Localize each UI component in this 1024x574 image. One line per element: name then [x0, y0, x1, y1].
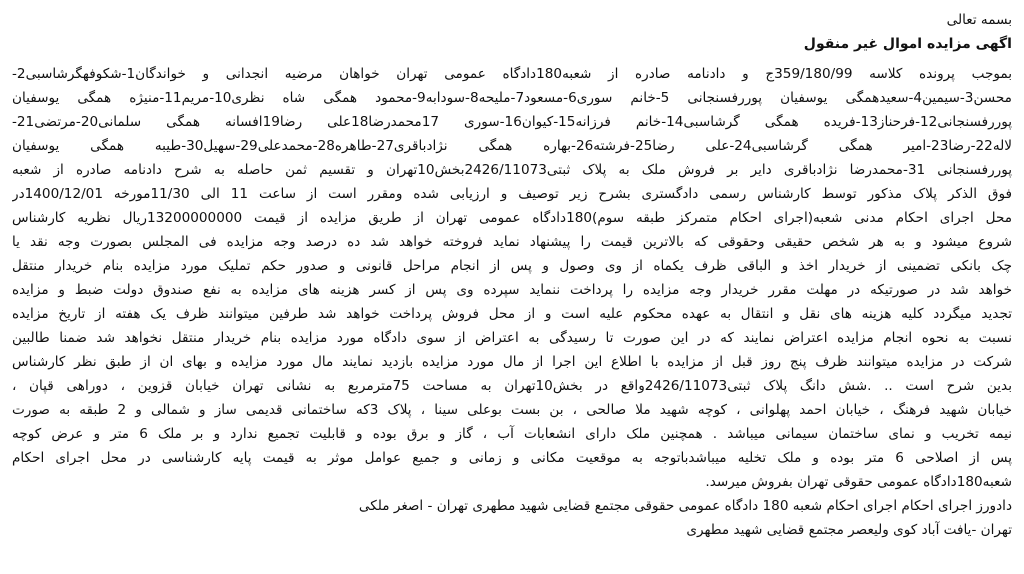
body-line: بدین شرح است .. .شش دانگ پلاک ثبتی2426/11073واقع در بخش10تهران به مساحت 75مترمربع به نشانی تهران خیابان قزوین ، دوراهی قپان ،: [12, 378, 1012, 394]
body-line: شعبه180دادگاه عمومی حقوقی تهران بفروش میرسد.: [705, 474, 1012, 490]
body-line: لاله22-رضا23-امیر همگی گرشاسبی24-علی رضا25-فرشته26-بهاره همگی نژادباقری27-طاهره28-محمدعلی29-سهیل30-طیبه همگی یوسفیان: [12, 138, 1012, 154]
body-line: فوق الذکر پلاک مذکور توسط کارشناس رسمی دادگستری بشرح زیر توصیف و ارزیابی شده ومقرر است از ساعت 11 الی 11/30مورخه 1400/12/01در: [12, 186, 1012, 202]
body-line: نیمه تخریب و نمای ساختمان سیمانی میباشد . همچنین ملک دارای انشعابات آب ، گاز و برق بوده و قابلیت تجمیع ندارد و بر ملک 6 متر و عرض کوچه: [12, 426, 1012, 442]
body-line: چک بانکی تضمینی از خریدار اخذ و الباقی ظرف یکماه از وی وصول و پس از انجام مراحل قانونی و صدور حکم تملیک مورد مزایده بنام خریدار منتقل: [12, 258, 1012, 274]
signature-line: دادورز اجرای احکام اجرای احکام شعبه 180 دادگاه عمومی حقوقی مجتمع قضایی شهید مطهری تهران - اصغر ملکی: [358, 498, 1012, 514]
body-line: پوررفسنجانی12-فرحناز13-فریده همگی گرشاسبی14-خانم فرزانه15-کیوان16-سوری 17محمدرضا18علی رضا19افسانه همگی سلمانی20-مرتضی21-: [12, 114, 1012, 130]
body-line: خواهد شد در صورتیکه در مهلت مقرر خریدار وجه مزایده را پرداخت ننماید سپرده وی پس از کسر هزینه های مزایده به نفع صندوق دولت ضبط و مزایده: [12, 282, 1012, 298]
body-line: بموجب پرونده کلاسه 359/180/99ج و دادنامه صادره از شعبه180دادگاه عمومی تهران خواهان مرضیه انجدانی و خواندگان1-شکوفهگرشاسبی2-: [12, 66, 1012, 82]
body-line: محسن3-سیمین4-سعیدهمگی یوسفیان پوررفسنجانی 5-خانم سوری6-مسعود7-ملیحه8-سودابه9-محمود همگی شاه نظری10-مریم11-منیژه همگی یوسفیان: [12, 90, 1012, 106]
notice-title: اگهی مزایده اموال غیر منقول: [803, 36, 1012, 52]
address-line: تهران -یافت آباد کوی ولیعصر مجتمع قضایی شهید مطهری: [686, 522, 1012, 538]
body-line: محل اجرای احکام مدنی شعبه(اجرای احکام متمرکز طبقه سوم)180دادگاه عمومی تهران از طریق مزایده از قیمت 13200000000ریال نظریه کارشناس: [12, 210, 1012, 226]
body-line: شرکت در مزایده میتوانند ظرف پنج روز قبل از مزایده با اطلاع این اجرا از مال مورد مزایده بازدید نمایند مال مورد مزایده و بهای ان از طبق نظر کارشناس: [12, 354, 1012, 370]
notice-body: [12, 62, 1012, 494]
basmala: بسمه تعالی: [946, 12, 1012, 28]
body-line: نسبت به نحوه انجام مزایده اعتراض نمایند که در این صورت تا رسیدگی به اعتراض از سوی دادگاه مورد مزایده بنام خریدار منتقل نخواهد شد ضمنا طالبین: [12, 330, 1012, 346]
body-line: پس از اصلاحی 6 متر بوده و ملک تخلیه میباشدباتوجه به موقعیت مکانی و زمانی و جمیع عوامل موثر به قیمت پایه کارشناسی در محل اجرای احکام: [12, 450, 1012, 466]
body-line: شروع میشود و به هر شخص حقیقی وحقوقی که بالاترین قیمت را پیشنهاد نماید فروخته خواهد شد ده درصد وجه مزایده فی المجلس بصورت وجه نقد یا: [12, 234, 1012, 250]
body-line: پوررفسنجانی 31-محمدرضا نژادباقری دایر بر فروش ملک به پلاک ثبتی2426/11073بخش10تهران و تقسیم ثمن حاصله به شرح دادنامه صادره از شعبه: [12, 162, 1012, 178]
body-line: خیابان شهید فرهنگ ، خیابان احمد پهلوانی ، کوچه شهید ملا صالحی ، بن بست بوعلی سینا ، پلاک 3که ساختمانی قدیمی ساز و شمالی و 2 طبقه به صورت: [12, 402, 1012, 418]
notice-document: [12, 8, 1012, 542]
body-line: تجدید میگردد کلیه هزینه های نقل و انتقال به عهده محکوم علیه است و از محل فروش پرداخت خواهد شد طرفین میتوانند ظرف یک هفته از تاریخ مزایده: [12, 306, 1012, 322]
